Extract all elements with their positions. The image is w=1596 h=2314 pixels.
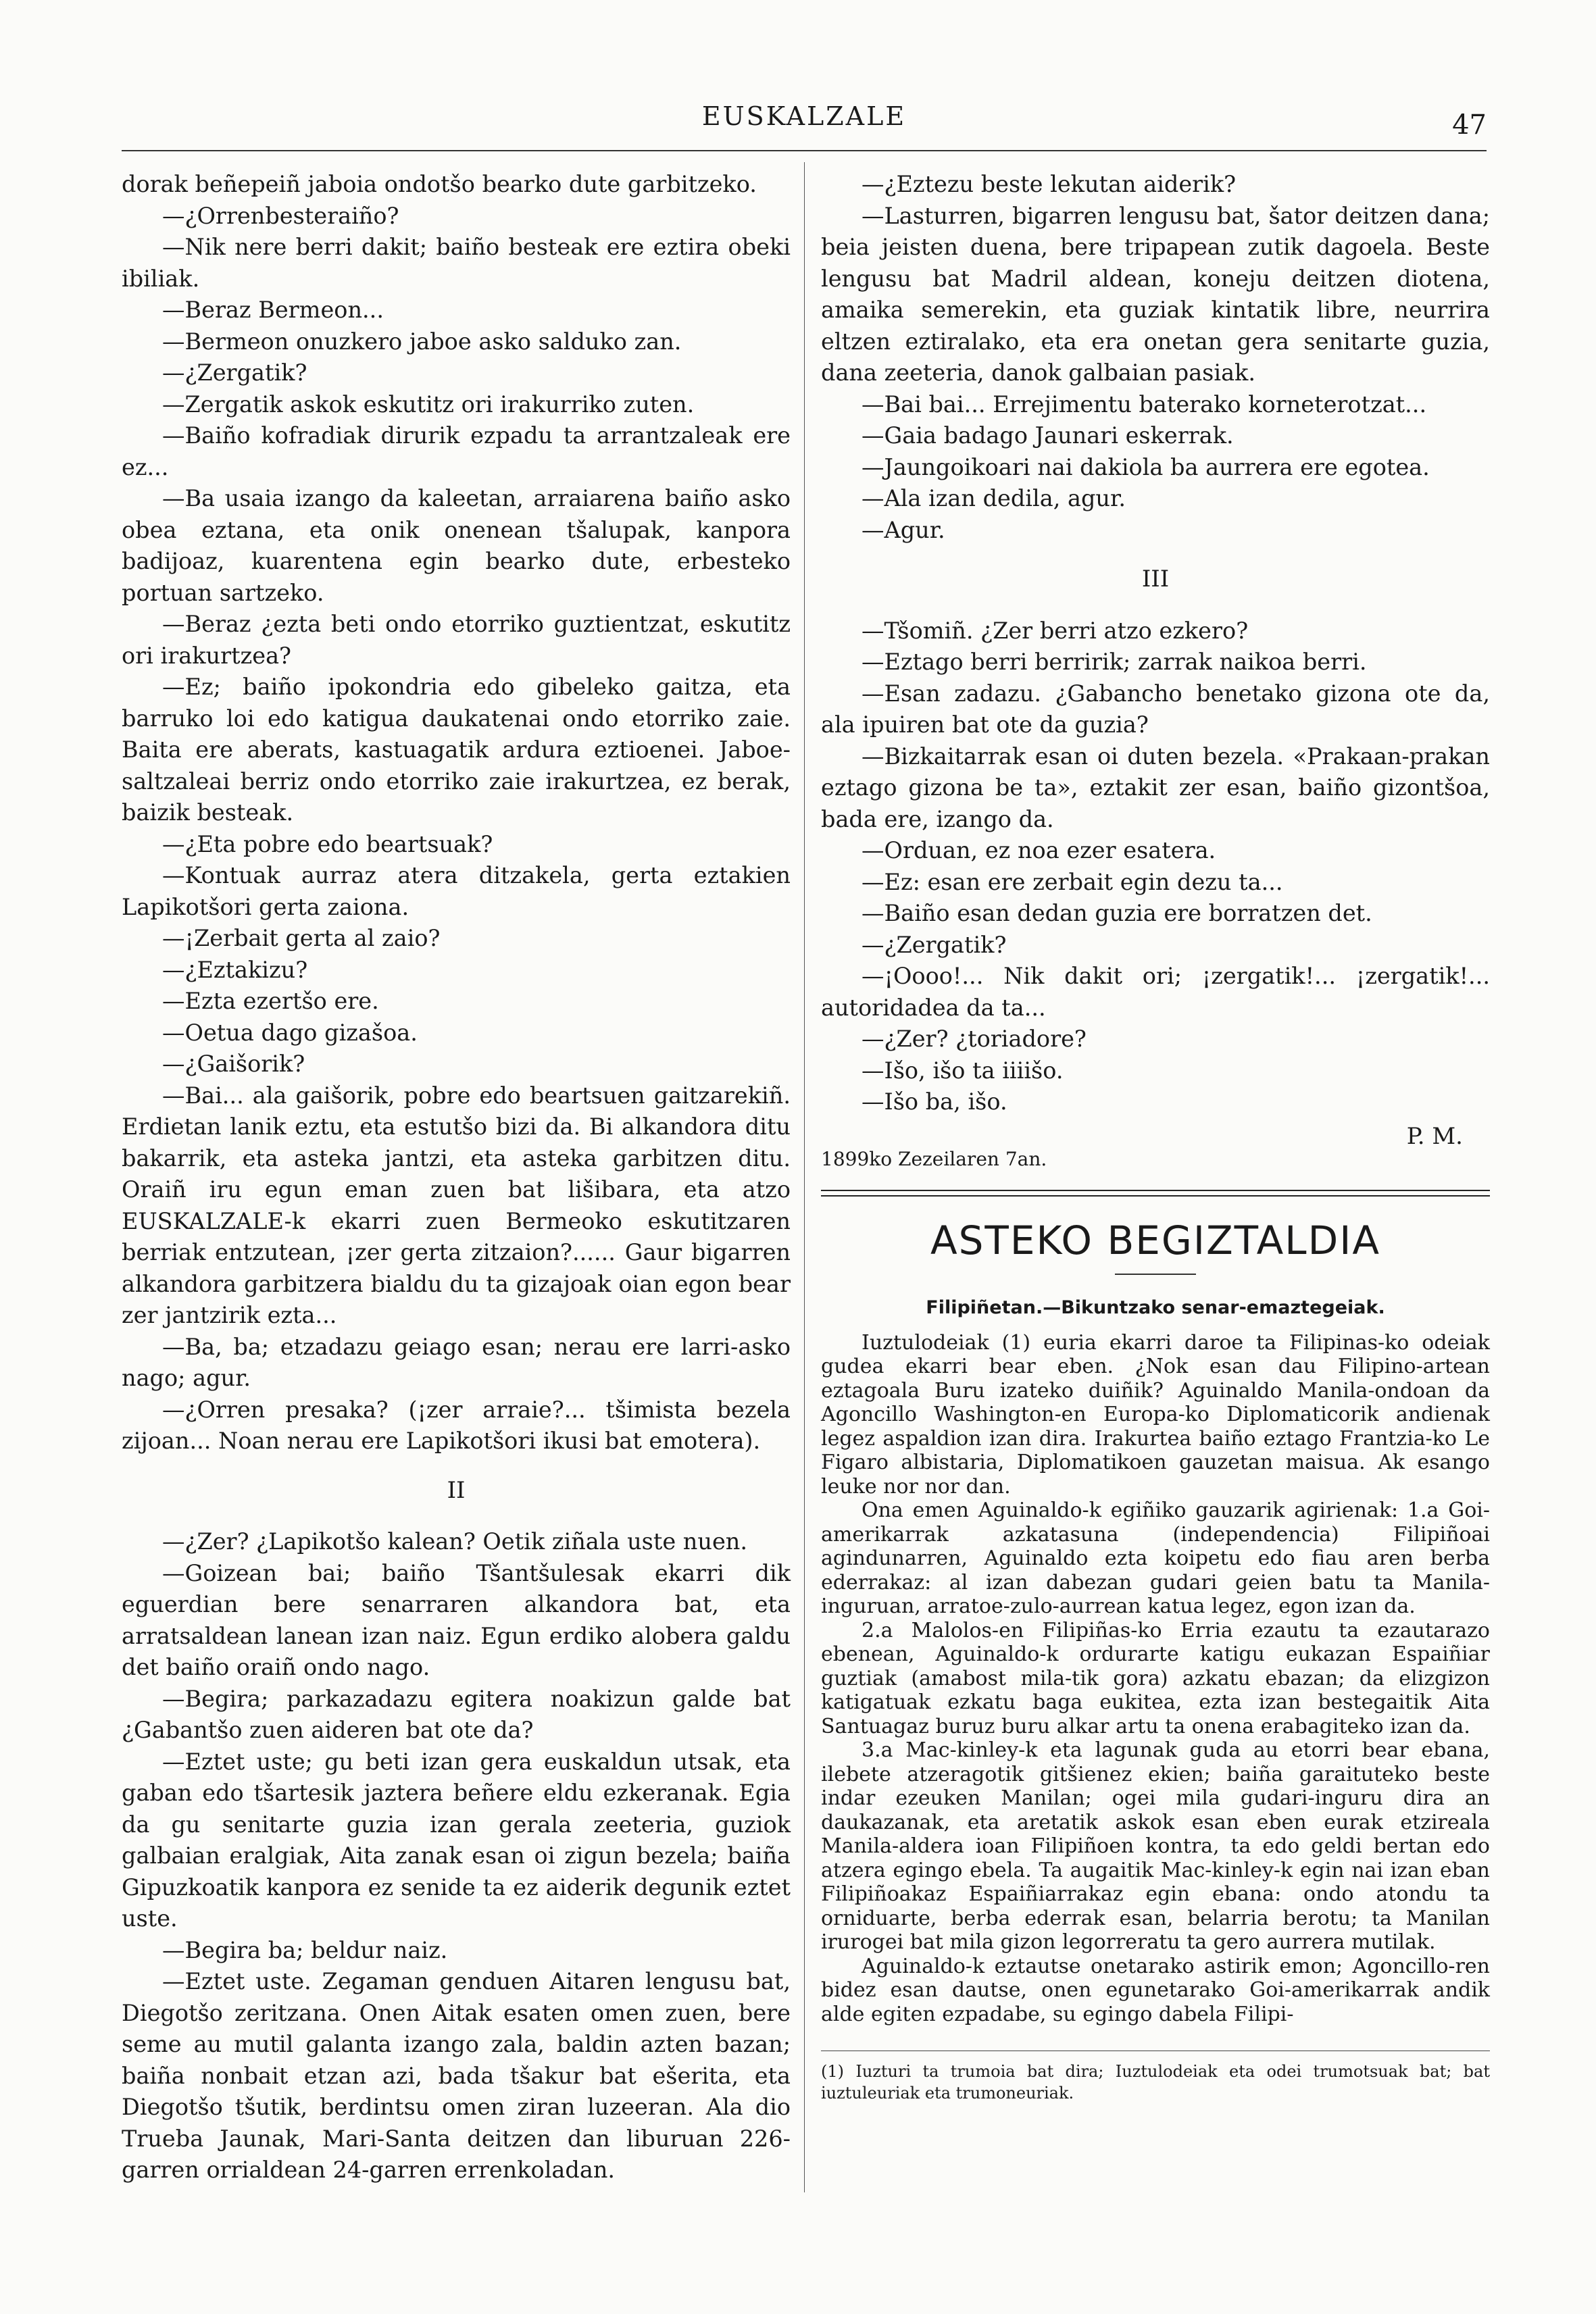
section-divider [821,1190,1490,1197]
paragraph: —¿Orren presaka? (¡zer arraie?... tšimista bezela zijoan... Noan nerau ere Lapikotšori ikusi bat emotera). [122,1396,791,1454]
paragraph: —¿Zer? ¿Lapikotšo kalean? Oetik ziñala uste nuen. [162,1528,747,1555]
paragraph: —Ala izan dedila, agur. [862,485,1126,511]
page-number: 47 [1452,109,1487,141]
paragraph: —Agur. [862,516,945,543]
news-body [821,1331,1490,2027]
paragraph: —Bermeon onuzkero jaboe asko salduko zan. [162,328,682,355]
article-date: 1899ko Zezeilaren 7an. [821,1147,1047,1170]
paragraph: —¿Orrenbesteraiño? [162,202,399,229]
paragraph: —Bizkaitarrak esan oi duten bezela. «Prakaan-prakan eztago gizona be ta», eztakit zer esan, baiño gizontšoa, bada ere, izango da. [821,743,1490,832]
paragraph: —Ezta ezertšo ere. [162,988,379,1014]
paragraph: —Išo ba, išo. [862,1088,1007,1115]
news-paragraph: Aguinaldo-k eztautse onetarako astirik emon; Agoncillo-ren bidez esan dautse, onen egunetarako Goi-amerikarrak andik alde egiten ezpadabe, su egingo dabela Filipi- [821,1954,1490,2026]
paragraph: —Eztet uste. Zegaman genduen Aitaren lengusu bat, Diegotšo zeritzana. Onen Aitak esaten omen zuen, bere seme au mutil galanta izango zala, baldin azten bazan; baiña nonbait etzan azi, bada tšakur bat ešerita, eta Diegotšo tšutik, berdintsu omen ziran luzeeran. Ala dio Trueba Jaunak, Mari-Santa deitzen dan liburuan 226-garren orrialdean 24-garren errenkoladan. [122,1968,791,2183]
paragraph: —¿Eztakizu? [162,956,308,983]
author-signature: P. M. [1406,1122,1463,1150]
news-paragraph: Iuztulodeiak (1) euria ekarri daroe ta Filipinas-ko odeiak gudea ekarri bear eben. ¿Nok esan dau Filipino-artean eztagoala Buru izateko duiñik? Aguinaldo Manila-ondoan da Agoncillo Washington-en Europa-ko Diplomaticorik andienak legez aspaldion izan dira. Irakurtea baiño eztago Frantzia-ko Le Figaro albistaria, Diplomatikoen gauzetan maisua. Ak esango leuke nor nor dan. [821,1330,1490,1499]
paragraph: —Eztet uste; gu beti izan gera euskaldun utsak, eta gaban edo tšartesik jaztera beñere eldu ezkeranak. Egia da gu senitarte guzia izan gerala zeeteria, guziok galbaian eralgiak, Aita zanak esan oi zigun bezela; baiña Gipuzkoatik kanpora ez senide ta ez aiderik degunik eztet uste. [122,1748,791,1932]
news-paragraph: Ona emen Aguinaldo-k egiñiko gauzarik agirienak: 1.a Goi-amerikarrak azkatasuna (independencia) Filipiñoai agindunarren, Aguinaldo ezta koipetu edo fiau aren berba ederrakaz: al izan dabezan gudari geien batu ta Manila-inguruan, arratoe-zulo-aurrean katua legez, egon izan da. [821,1499,1490,1618]
news-paragraph: 3.a Mac-kinley-k eta lagunak guda au etorri bear ebana, ilebete atzeragotik gitšienez ekien; baiña garaituteko beste indar ezeuken Manilan; ogei mila gudari-inguru dira an daukazanak, eta aretatik askok esan eben eurak etzireala Manila-aldera ioan Filipiñoen kontra, ta edo geldi bertan edo atzera egingo ebela. Ta augaitik Mac-kinley-k egin nai izan eban Filipiñoakaz Espaiñiarrakaz egin ebana: ondo atondu ta orniduarte, berba ederrak esan, belarria berotu; ta Manilan irurogei bat mila gizon legorreratu ta gero aurrera mutilak. [821,1738,1490,1954]
paragraph: —Oetua dago gizašoa. [162,1019,418,1046]
section-number-iii: III [1141,565,1170,593]
paragraph: —Tšomiñ. ¿Zer berri atzo ezkero? [862,617,1249,644]
paragraph: —Begira; parkazadazu egitera noakizun galde bat ¿Gabantšo zuen aideren bat ote da? [122,1685,791,1743]
header-rule [122,150,1487,151]
paragraph: —Ez; baiño ipokondria edo gibeleko gaitza, eta barruko loi edo katigua daukatenai ondo etorriko zaie. Baita ere aberats, kastuagatik ardura eztioenei. Jaboe-saltzaleai berriz ondo etorriko zaie irakurtzea, ez berak, baizik besteak. [122,674,791,826]
section-title: ASTEKO BEGIZTALDIA [930,1217,1381,1263]
paragraph: —¿Eztezu beste lekutan aiderik? [862,171,1237,197]
paragraph: —Bai bai... Errejimentu baterako korneterotzat... [862,391,1427,418]
paragraph: —Orduan, ez noa ezer esatera. [862,837,1216,863]
paragraph: —¿Eta pobre edo beartsuak? [162,830,493,857]
news-paragraph: 2.a Malolos-en Filipiñas-ko Erria ezautu ta ezautarazo ebenean, Aguinaldo-k ordurarte katigu eukazan Espaiñiar guztiak (amabost mila-tik gora) azkatu ebazan; da elizgizon katigatuak ezkatu baga eukitea, ezta izan bestegaitik Aita Santuagaz buruz buru alkar artu ta onena erabagiteko izan da. [821,1618,1490,1738]
paragraph: —Zergatik askok eskutitz ori irakurriko zuten. [162,391,695,418]
left-column [122,169,791,2186]
paragraph: —Ez: esan ere zerbait egin dezu ta... [862,868,1283,895]
paragraph: —Beraz ¿ezta beti ondo etorriko guztientzat, eskutitz ori irakurtzea? [122,611,791,669]
section-number-ii: II [447,1476,466,1504]
paragraph: —¿Zergatik? [862,931,1007,958]
paragraph: —Jaungoikoari nai dakiola ba aurrera ere egotea. [862,453,1430,480]
paragraph: —Ba usaia izango da kaleetan, arraiarena baiño asko obea eztana, eta onik onenean tšalupak, kanpora badijoaz, kuarentena egin bearko dute, erbesteko portuan sartzeko. [122,485,791,606]
paragraph: —Lasturren, bigarren lengusu bat, šator deitzen dana; beia jeisten duena, bere tripapean zutik dagoela. Beste lengusu bat Madril aldean, koneju deitzen diotena, amaika semerekin, eta guziak kintatik libre, neurrira eltzen eztiralako, eta era onetan gera senitarte guzia, dana zeeteria, danok galbaian pasiak. [821,202,1490,386]
paragraph: —Baiño esan dedan guzia ere borratzen det. [862,900,1372,926]
paragraph: —Begira ba; beldur naiz. [162,1936,448,1963]
paragraph: —Eztago berri berririk; zarrak naikoa berri. [862,649,1367,675]
paragraph: —Išo, išo ta iiiišo. [862,1057,1064,1084]
paragraph: —¿Gaišorik? [162,1051,305,1077]
paragraph: —¡Oooo!... Nik dakit ori; ¡zergatik!... ¡zergatik!... autoridadea da ta... [821,963,1490,1021]
paragraph: dorak beñepeiñ jaboia ondotšo bearko dute garbitzeko. [122,171,757,197]
news-subheading: Filipiñetan.—Bikuntzako senar-emaztegeiak. [926,1297,1385,1318]
paragraph: —Baiño kofradiak dirurik ezpadu ta arrantzaleak ere ez... [122,422,791,480]
signature-row [821,1121,1490,1176]
paragraph: —Gaia badago Jaunari eskerrak. [862,422,1234,449]
paragraph: —Goizean bai; baiño Tšantšulesak ekarri dik eguerdian bere senarraren alkandora bat, eta arratsaldean lanean izan naiz. Egun erdiko alobera galdu det baiño oraiñ ondo nago. [122,1559,791,1680]
paragraph: —¿Zer? ¿toriadore? [862,1026,1087,1052]
paragraph: —Beraz Bermeon... [162,297,384,323]
footnote: (1) Iuzturi ta trumoia bat dira; Iuztulodeiak eta odei trumotsuak bat; bat iuztuleuriak eta trumoneuriak. [821,2062,1490,2103]
paragraph: —Bai... ala gaišorik, pobre edo beartsuen gaitzarekiñ. Erdietan lanik eztu, eta estutšo bizi da. Bi alkandora ditu bakarrik, eta asteka jantzi, eta asteka garbitzen ditu. Oraiñ iru egun eman zuen bat lišibara, eta atzo EUSKALZALE-k ekarri zuen Bermeoko eskutitzaren berriak entzutean, ¡zer gerta zitzaion?...... Gaur bigarren alkandora garbitzera bialdu du ta gizajoak oian egon bear zer jantzirik ezta... [122,1082,791,1328]
column-divider [804,162,805,2192]
paragraph: —Nik nere berri dakit; baiño besteak ere eztira obeki ibiliak. [122,234,791,292]
paragraph: —¿Zergatik? [162,359,307,386]
journal-title: EUSKALZALE [701,101,907,131]
paragraph: —¡Zerbait gerta al zaio? [162,925,441,951]
right-column [821,169,1490,2104]
paragraph: —Ba, ba; etzadazu geiago esan; nerau ere larri-asko nago; agur. [122,1333,791,1391]
paragraph: —Kontuak aurraz atera ditzakela, gerta eztakien Lapikotšori gerta zaiona. [122,862,791,920]
paragraph: —Esan zadazu. ¿Gabancho benetako gizona ote da, ala ipuiren bat ote da guzia? [821,680,1490,738]
page-header [122,101,1487,149]
title-underline [1115,1274,1196,1275]
